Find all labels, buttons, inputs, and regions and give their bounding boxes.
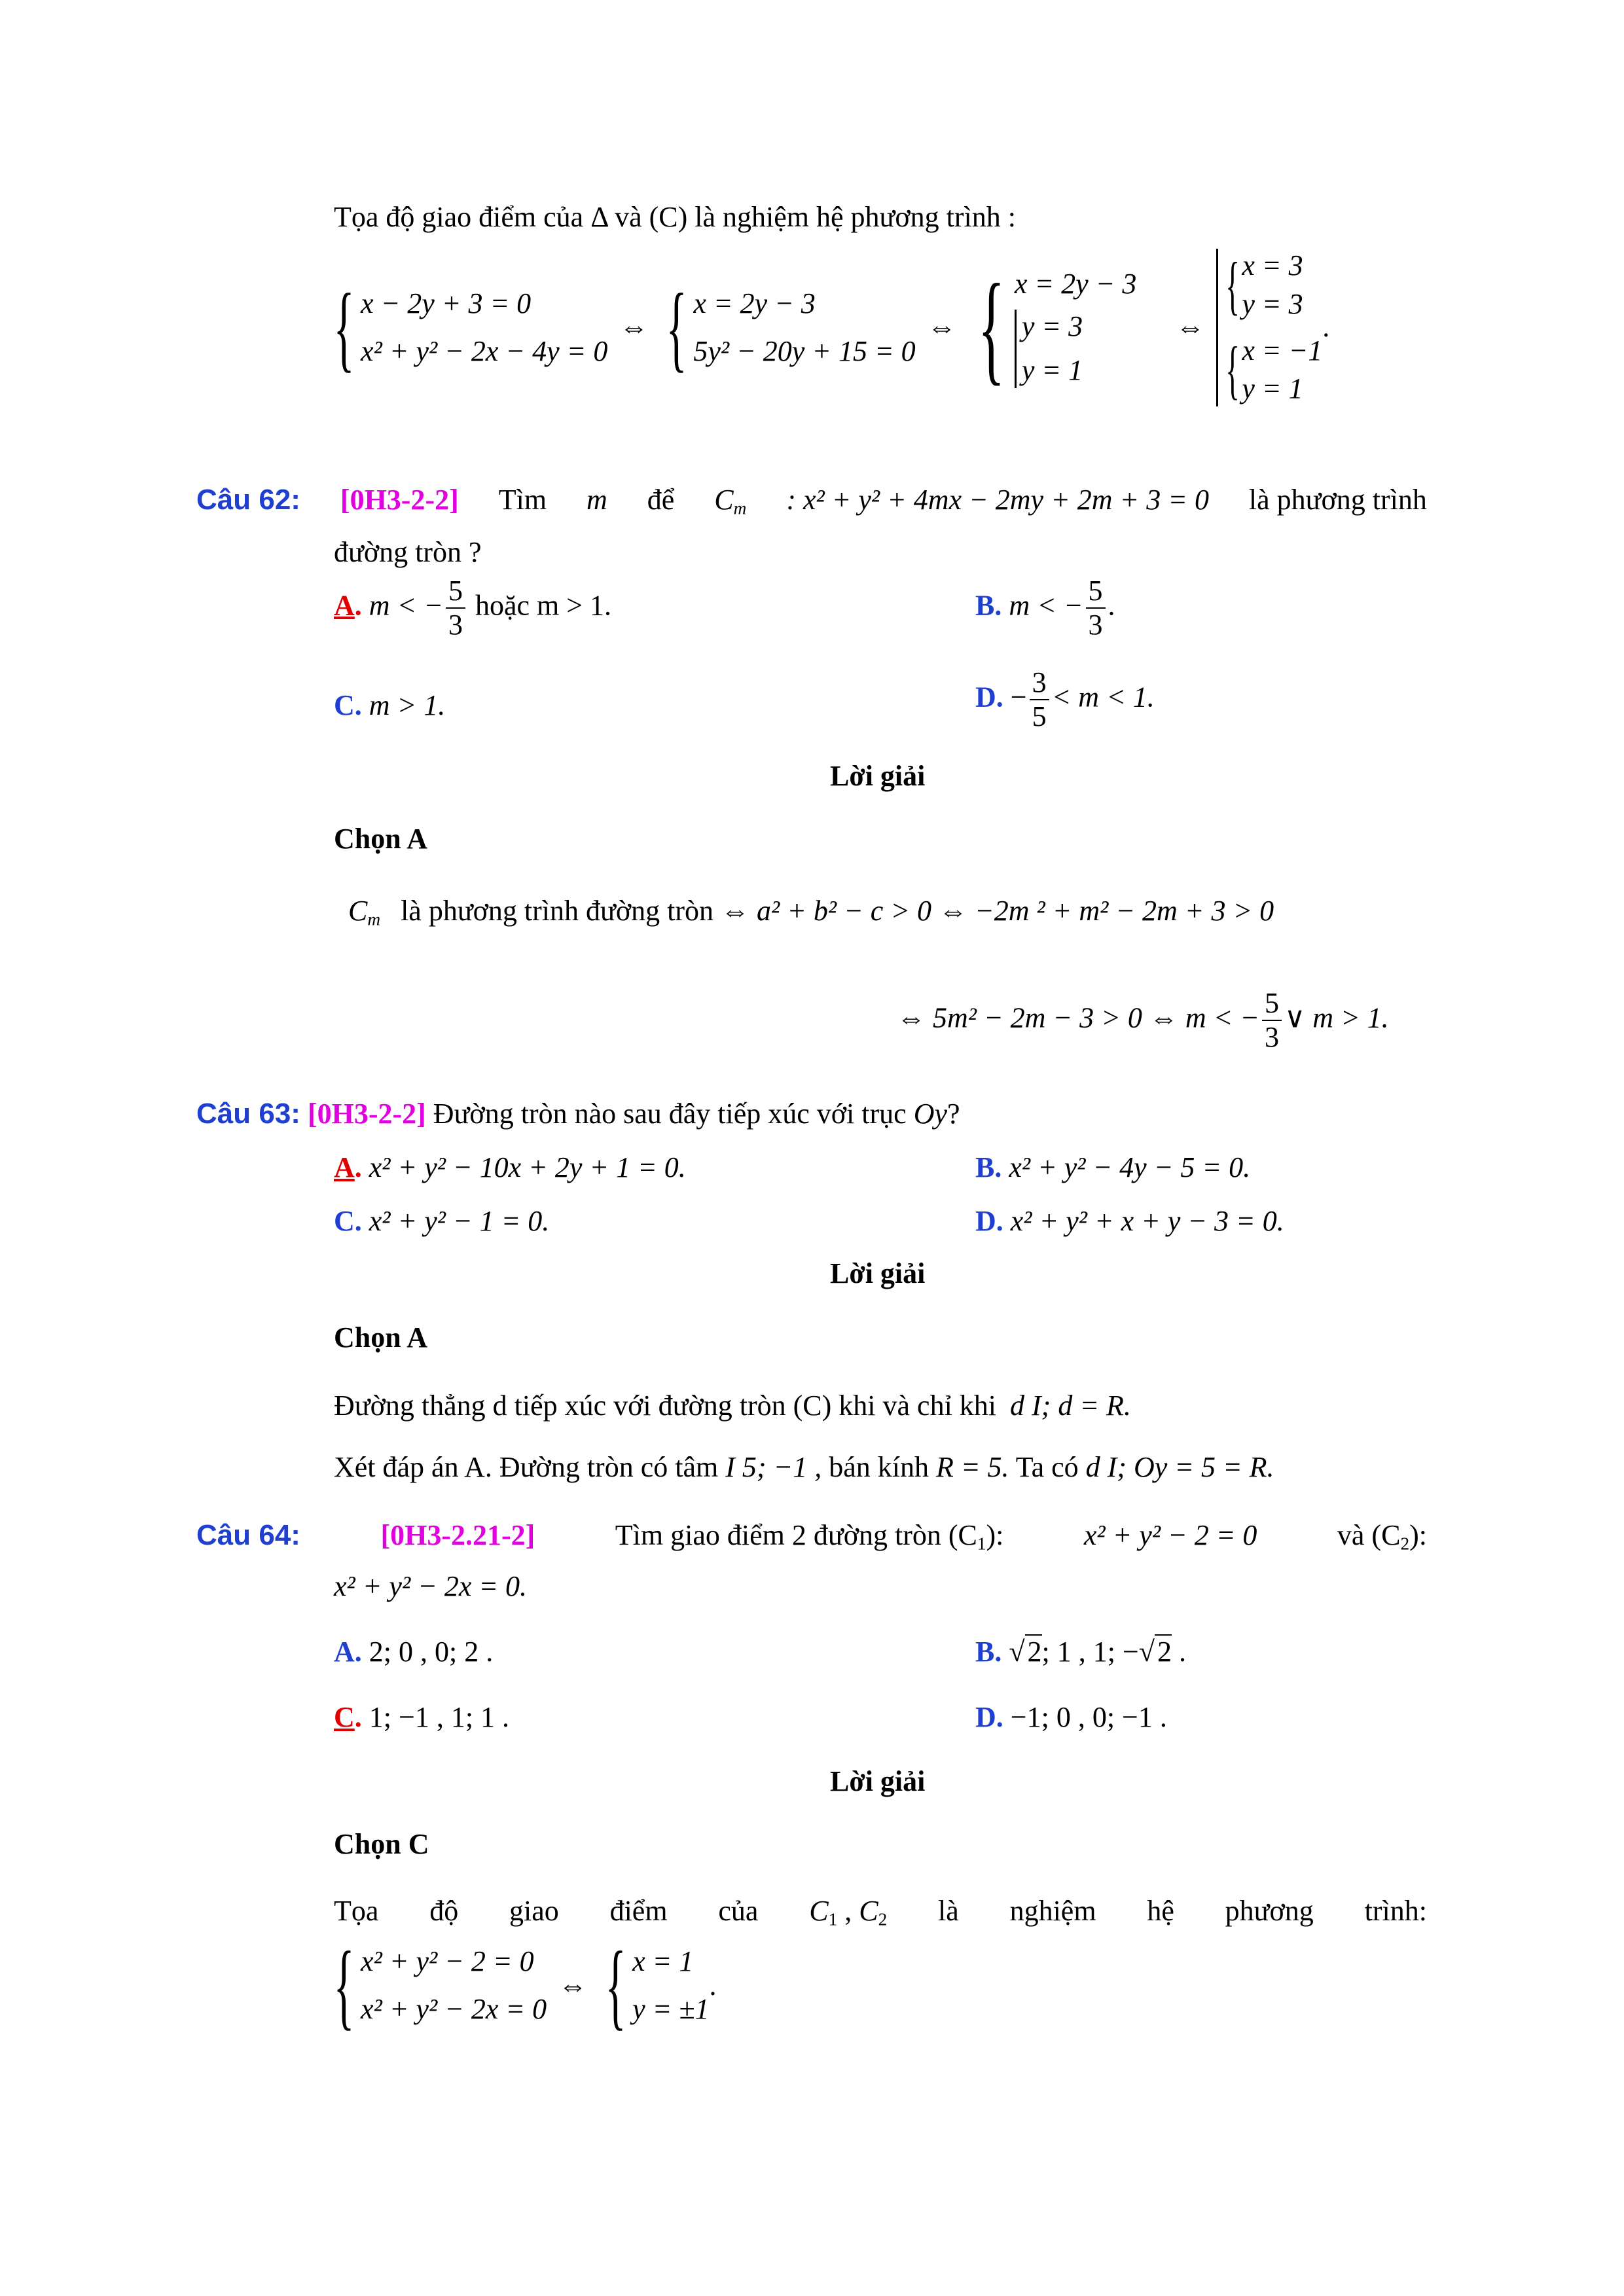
q64-option-b[interactable]: B. √2; 1 , 1; −√2 . bbox=[975, 1636, 1186, 1668]
q63-line1 bbox=[196, 1097, 960, 1132]
q62-solution-line1 bbox=[348, 894, 1274, 930]
fraction bbox=[1262, 988, 1282, 1052]
q63-option-d[interactable]: D. x² + y² + x + y − 3 = 0. bbox=[975, 1205, 1284, 1237]
q63-axis: Oy bbox=[913, 1098, 947, 1130]
word: phương bbox=[1225, 1895, 1314, 1927]
q63-option-a[interactable]: A. x² + y² − 10x + 2y + 1 = 0. bbox=[334, 1151, 686, 1183]
q64-sub2: 2 bbox=[1400, 1534, 1410, 1554]
option-letter: B bbox=[975, 589, 995, 622]
q62-option-c[interactable]: C. m > 1. bbox=[334, 689, 446, 721]
equiv-sign: ⇔ bbox=[619, 311, 649, 344]
word: của bbox=[718, 1895, 759, 1927]
left-brace-icon: { bbox=[333, 1932, 355, 2039]
q64-text3: và (C bbox=[1337, 1519, 1401, 1551]
q63-label: Câu 63: bbox=[196, 1098, 300, 1130]
system-3 bbox=[968, 259, 1137, 397]
option-a-text: 2; 0 , 0; 2 . bbox=[369, 1636, 494, 1668]
q64-option-a[interactable]: A. 2; 0 , 0; 2 . bbox=[334, 1636, 494, 1668]
sqrt-value: 2 bbox=[1025, 1634, 1042, 1668]
option-a-pre: m < − bbox=[369, 589, 443, 622]
equiv-sign: ⇔ bbox=[1176, 311, 1205, 344]
word: nghiệm bbox=[1009, 1895, 1096, 1927]
option-c-text: x² + y² − 1 = 0. bbox=[369, 1205, 550, 1237]
option-d-pre: − bbox=[1010, 681, 1027, 713]
q62-option-b[interactable]: B. m < − $\frac{5}{3}$ . bbox=[975, 575, 1115, 641]
system-1-eq2: x² + y² − 2x − 4y = 0 bbox=[361, 334, 608, 367]
sqrt-value: 2 bbox=[1155, 1634, 1172, 1668]
line1-math: ⇔ a² + b² − c > 0 ⇔ −2m ² + m² − 2m + 3 > 0 bbox=[721, 895, 1274, 927]
line2-pre: ⇔ 5m² − 2m − 3 > 0 ⇔ m < − bbox=[897, 1001, 1259, 1034]
intro-systems bbox=[327, 249, 1329, 406]
intro-text: Tọa độ giao điểm của Δ và (C) là nghiệm hệ phương trình : bbox=[334, 201, 1016, 233]
c2-symbol: C bbox=[859, 1895, 878, 1927]
sys-right-eq1: x = 1 bbox=[632, 1945, 694, 1978]
q64-text1: Tìm giao điểm 2 đường tròn (C bbox=[615, 1519, 977, 1551]
q62-line1 bbox=[196, 483, 1427, 519]
word: hệ bbox=[1147, 1895, 1174, 1927]
q64-text4: ): bbox=[1409, 1519, 1427, 1551]
word: độ bbox=[429, 1895, 459, 1927]
option-letter: B bbox=[975, 1636, 995, 1668]
sys-left-eq2: x² + y² − 2x = 0 bbox=[361, 1993, 547, 2025]
option-letter: A bbox=[334, 1151, 355, 1183]
option-d-text: −1; 0 , 0; −1 . bbox=[1010, 1701, 1167, 1733]
left-brace-icon: { bbox=[333, 274, 355, 382]
option-letter: D bbox=[975, 681, 996, 713]
option-b-post: . bbox=[1108, 589, 1115, 622]
left-brace-icon: { bbox=[1225, 333, 1240, 406]
q63-tag: [0H3-2-2] bbox=[307, 1098, 426, 1130]
q64-eq1: x² + y² − 2 = 0 bbox=[1083, 1519, 1257, 1551]
system-4-eq2: y = 3 bbox=[1242, 287, 1303, 320]
left-brace-icon: { bbox=[605, 1932, 626, 2039]
left-brace-icon: { bbox=[666, 274, 687, 382]
q62-var-m: m bbox=[586, 484, 607, 516]
sys-right-eq2: y = ±1 bbox=[632, 1993, 710, 2025]
line2-math2: R = 5. bbox=[935, 1451, 1009, 1483]
q64-tag: [0H3-2.21-2] bbox=[380, 1519, 535, 1551]
option-letter: C bbox=[334, 689, 355, 721]
fraction-num: 3 bbox=[1030, 668, 1049, 700]
system-3-bracket bbox=[1015, 310, 1136, 388]
left-brace-icon: { bbox=[1225, 248, 1240, 321]
left-brace-icon: { bbox=[977, 259, 1005, 397]
system-3-eq1: x = 2y − 3 bbox=[1014, 268, 1137, 300]
option-d-text: x² + y² + x + y − 3 = 0. bbox=[1010, 1205, 1284, 1237]
q62-solution-title: Lời giải bbox=[830, 760, 926, 792]
end-dot: . bbox=[709, 1969, 717, 2001]
option-b-mid: ; 1 , 1; − bbox=[1041, 1636, 1139, 1668]
q63-solution-line1 bbox=[334, 1389, 1131, 1424]
q63-solution-line2 bbox=[334, 1450, 1274, 1485]
option-a-post: hoặc m > 1. bbox=[475, 589, 612, 622]
system-2-eq1: x = 2y − 3 bbox=[693, 287, 816, 319]
system-4 bbox=[1216, 249, 1322, 406]
q64-line1 bbox=[196, 1518, 1427, 1554]
q64-system-left bbox=[327, 1932, 547, 2039]
option-c-text: m > 1. bbox=[369, 689, 446, 721]
q64-choice: Chọn C bbox=[334, 1828, 429, 1860]
system-4-eq3: x = −1 bbox=[1242, 334, 1323, 367]
q63-solution-title: Lời giải bbox=[830, 1257, 926, 1289]
q62-choice: Chọn A bbox=[334, 823, 428, 855]
line1-pre: là phương trình đường tròn bbox=[401, 895, 714, 927]
cm-symbol: C bbox=[348, 895, 368, 927]
line1-text: Đường thẳng d tiếp xúc với đường tròn (C) khi và chỉ khi bbox=[334, 1390, 997, 1422]
line2-text2: bán kính bbox=[829, 1451, 929, 1483]
end-dot: . bbox=[1322, 311, 1330, 344]
line2-math1: I 5; −1 , bbox=[725, 1451, 822, 1483]
word: trình: bbox=[1364, 1895, 1427, 1927]
fraction-den: 3 bbox=[1264, 1021, 1279, 1054]
option-letter: A bbox=[334, 589, 355, 622]
q64-solution-line1 bbox=[334, 1894, 1427, 1930]
option-b-post: . bbox=[1171, 1636, 1186, 1668]
fraction-num: 5 bbox=[446, 576, 465, 609]
option-a-text: x² + y² − 10x + 2y + 1 = 0. bbox=[369, 1151, 686, 1183]
word: điểm bbox=[609, 1895, 668, 1927]
line2-text3: Ta có bbox=[1015, 1451, 1079, 1483]
option-letter: C bbox=[334, 1205, 355, 1237]
q64-text2: ): bbox=[986, 1519, 1004, 1551]
system-3-eq3: y = 1 bbox=[1021, 353, 1083, 386]
comma: , bbox=[844, 1895, 852, 1927]
option-letter: D bbox=[975, 1701, 996, 1733]
equiv-sign: ⇔ bbox=[927, 311, 956, 344]
q64-sub1: 1 bbox=[977, 1534, 986, 1554]
sys-left-eq1: x² + y² − 2 = 0 bbox=[361, 1945, 534, 1978]
c1-symbol: C bbox=[809, 1895, 829, 1927]
q63-text: Đường tròn nào sau đây tiếp xúc với trục bbox=[433, 1098, 907, 1130]
q62-equation: : x² + y² + 4mx − 2my + 2m + 3 = 0 bbox=[786, 484, 1209, 516]
q62-solution-line2 bbox=[897, 988, 1389, 1052]
q63-qmark: ? bbox=[947, 1098, 960, 1130]
option-letter: A bbox=[334, 1636, 355, 1668]
word: Tọa bbox=[334, 1895, 379, 1927]
q64-system-right bbox=[599, 1932, 710, 2039]
q62-option-a[interactable]: A. m < − $\frac{5}{3}$ hoặc m > 1. bbox=[334, 575, 612, 641]
c2-sub: 2 bbox=[878, 1909, 888, 1929]
system-4-eq4: y = 1 bbox=[1242, 372, 1303, 405]
fraction-den: 3 bbox=[448, 609, 463, 641]
fraction-den: 3 bbox=[1088, 609, 1103, 641]
q64-solution-systems bbox=[327, 1932, 717, 2039]
word: là bbox=[938, 1895, 959, 1927]
q62-text1: Tìm bbox=[498, 484, 547, 516]
system-3-eq2: y = 3 bbox=[1021, 310, 1083, 343]
option-letter: D bbox=[975, 1205, 996, 1237]
fraction bbox=[1030, 668, 1049, 732]
q64-solution-title: Lời giải bbox=[830, 1765, 926, 1797]
c1-sub: 1 bbox=[828, 1909, 838, 1929]
system-4-pair-2 bbox=[1223, 334, 1322, 407]
fraction bbox=[446, 576, 465, 640]
word: giao bbox=[509, 1895, 559, 1927]
cm-sub: m bbox=[367, 909, 381, 929]
q64-label: Câu 64: bbox=[196, 1519, 300, 1551]
q63-option-c[interactable]: C. x² + y² − 1 = 0. bbox=[334, 1205, 550, 1237]
q62-label: Câu 62: bbox=[196, 484, 300, 516]
option-letter: C bbox=[334, 1701, 355, 1733]
q64-eq2: x² + y² − 2x = 0. bbox=[334, 1570, 528, 1602]
system-1-eq1: x − 2y + 3 = 0 bbox=[361, 287, 532, 319]
q62-text2: để bbox=[647, 484, 675, 516]
system-2-eq2: 5y² − 20y + 15 = 0 bbox=[693, 334, 916, 367]
q63-option-b[interactable]: B. x² + y² − 4y − 5 = 0. bbox=[975, 1151, 1251, 1183]
line1-math: d I; d = R. bbox=[1010, 1390, 1131, 1422]
equiv-sign: ⇔ bbox=[558, 1969, 588, 2001]
line2-math3: d I; Oy = 5 = R. bbox=[1085, 1451, 1274, 1483]
fraction bbox=[1086, 576, 1106, 640]
fraction-num: 5 bbox=[1086, 576, 1106, 609]
q64-option-d[interactable]: D. −1; 0 , 0; −1 . bbox=[975, 1701, 1167, 1733]
option-c-text: 1; −1 , 1; 1 . bbox=[369, 1701, 510, 1733]
q63-choice: Chọn A bbox=[334, 1321, 428, 1354]
line2-text1: Xét đáp án A. Đường tròn có tâm bbox=[334, 1451, 719, 1483]
option-b-text: x² + y² − 4y − 5 = 0. bbox=[1009, 1151, 1251, 1183]
fraction-den: 5 bbox=[1032, 700, 1047, 733]
q64-option-c[interactable]: C. 1; −1 , 1; 1 . bbox=[334, 1701, 510, 1733]
system-1 bbox=[327, 274, 608, 382]
option-b-pre: m < − bbox=[1009, 589, 1083, 622]
q62-text3: là phương trình bbox=[1248, 484, 1427, 516]
line2-post: ∨ m > 1. bbox=[1284, 1001, 1389, 1034]
system-4-eq1: x = 3 bbox=[1242, 249, 1303, 281]
fraction-num: 5 bbox=[1262, 988, 1282, 1021]
system-4-pair-1 bbox=[1223, 249, 1322, 322]
option-letter: B bbox=[975, 1151, 995, 1183]
q62-cm: C bbox=[714, 484, 734, 516]
q62-text4: đường tròn ? bbox=[334, 536, 482, 568]
q62-tag: [0H3-2-2] bbox=[340, 484, 459, 516]
q62-option-d[interactable]: D. − $\frac{3}{5}$ < m < 1. bbox=[975, 666, 1155, 733]
system-2 bbox=[660, 274, 916, 382]
q62-cm-sub: m bbox=[733, 498, 747, 518]
option-d-post: < m < 1. bbox=[1051, 681, 1155, 713]
